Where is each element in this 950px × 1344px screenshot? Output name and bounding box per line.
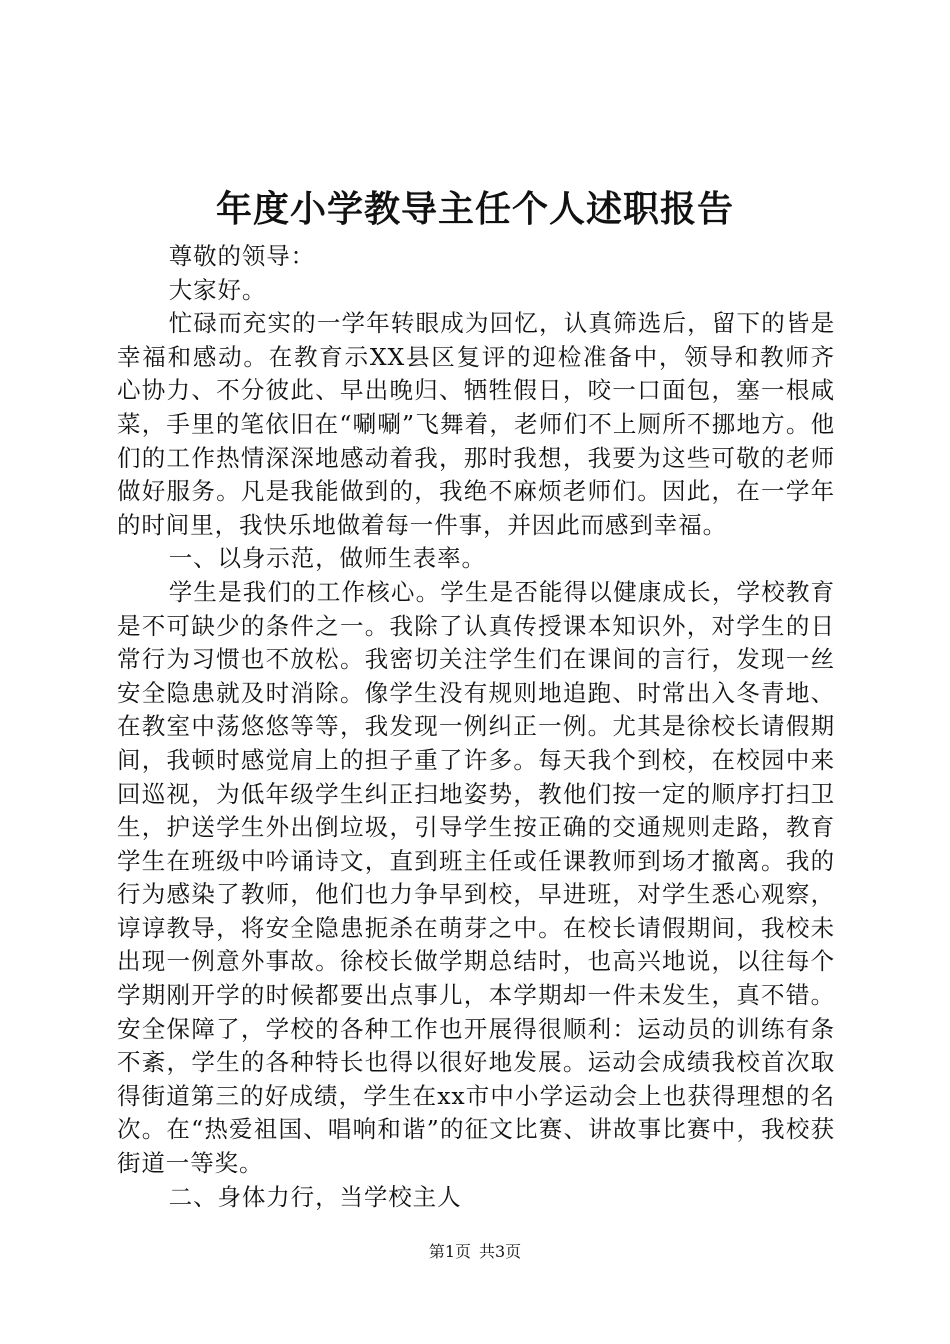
section-heading-2: 二、身体力行，当学校主人 [168, 1182, 462, 1211]
page-number: 第1页 [428, 1242, 471, 1261]
page-footer [0, 1242, 950, 1262]
page-total: 共3页 [479, 1242, 522, 1261]
section-heading-1: 一、以身示范，做师生表率。 [168, 544, 486, 573]
document-title: 年度小学教导主任个人述职报告 [215, 188, 734, 230]
salutation: 尊敬的领导： [168, 242, 316, 270]
greeting: 大家好。 [168, 275, 267, 304]
section-1-paragraph: 学生是我们的工作核心。学生是否能得以健康成长，学校教育是不可缺少的条件之一。我除了认真传授课本知识外，对学生的日常行为习惯也不放松。我密切关注学生们在课间的言行，发现一丝安全隐患就及时消除。像学生没有规则地追跑、时常出入冬青地、在教室中荡悠悠等等，我发现一例纠正一例。尤其是徐校长请假期间，我顿时感觉肩上的担子重了许多。每天我个到校，在校园中来回巡视，为低年级学生纠正扫地姿势，教他们按一定的顺序打扫卫生，护送学生外出倒垃圾，引导学生按正确的交通规则走路，教育学生在班级中吟诵诗文，直到班主任或任课教师到场才撤离。我的行为感染了教师，他们也力争早到校，早进班，对学生悉心观察，谆谆教导，将安全隐患扼杀在萌芽之中。在校长请假期间，我校未出现一例意外事故。徐校长做学期总结时，也高兴地说，以往每个学期刚开学的时候都要出点事儿，本学期却一件未发生，真不错。安全保障了，学校的各种工作也开展得很顺利：运动员的训练有条不紊，学生的各种特长也得以很好地发展。运动会成绩我校首次取得街道第三的好成绩，学生在xx市中小学运动会上也获得理想的名次。在“热爱祖国、唱响和谐”的征文比赛、讲故事比赛中，我校获街道一等奖。 [117, 577, 835, 1178]
document-body [117, 240, 835, 1214]
intro-paragraph: 忙碌而充实的一学年转眼成为回忆，认真筛选后，留下的皆是幸福和感动。在教育示XX县区复评的迎检准备中，领导和教师齐心协力、不分彼此、早出晚归、牺牲假日，咬一口面包，塞一根咸菜，手里的笔依旧在“唰唰”飞舞着，老师们不上厕所不挪地方。他们的工作热情深深地感动着我，那时我想，我要为这些可敬的老师做好服务。凡是我能做到的，我绝不麻烦老师们。因此，在一学年的时间里，我快乐地做着每一件事，并因此而感到幸福。 [117, 309, 835, 539]
